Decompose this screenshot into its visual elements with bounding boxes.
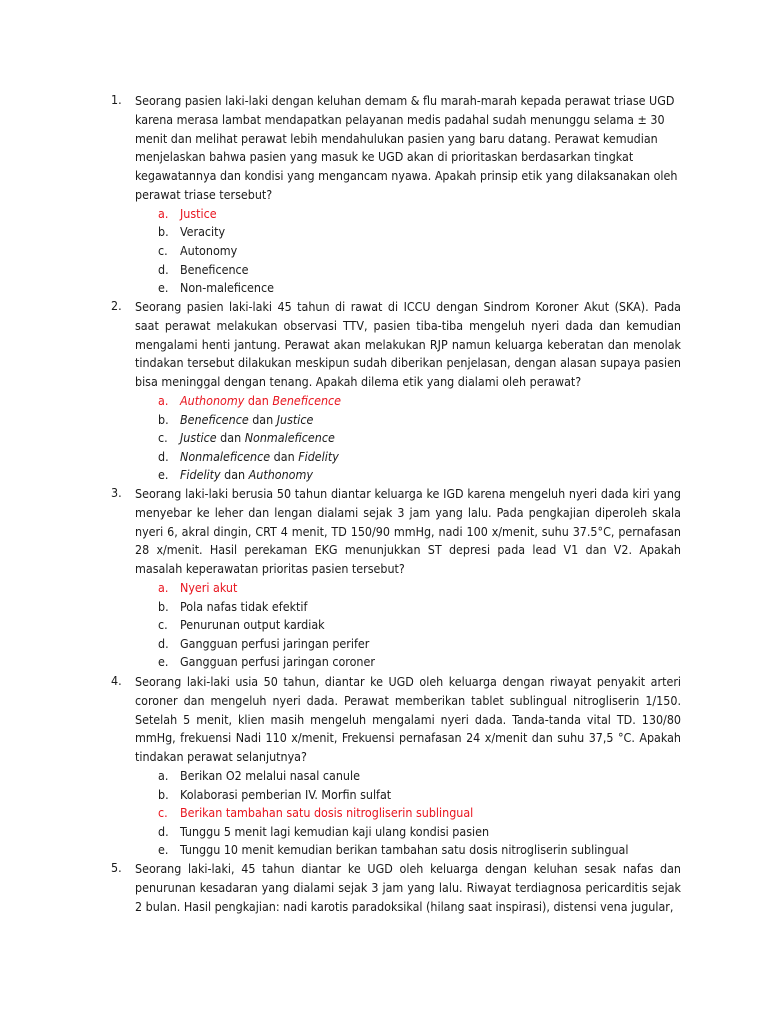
answer-option xyxy=(111,767,681,786)
question-1 xyxy=(111,92,681,298)
question-text: Seorang laki-laki, 45 tahun diantar ke UGD oleh keluarga dengan keluhan sesak nafas dan penurunan kesadaran yang dialami sejak 3 jam yang lalu. Riwayat terdiagnosa pericarditis sejak 2 bulan. Hasil pengkajian: nadi karotis paradoksikal (hilang saat inspirasi), distensi vena jugular, xyxy=(135,861,681,914)
option-term-1: Beneficence xyxy=(180,411,249,427)
answer-option-correct xyxy=(111,392,681,411)
answer-option xyxy=(111,466,681,485)
option-letter: e. xyxy=(158,654,169,670)
option-text: Berikan O2 melalui nasal canule xyxy=(180,767,360,783)
answer-options xyxy=(111,579,681,672)
answer-option xyxy=(111,786,681,805)
answer-option-correct xyxy=(111,579,681,598)
option-letter: d. xyxy=(158,635,169,651)
option-text: Penurunan output kardiak xyxy=(180,617,325,633)
option-letter: e. xyxy=(158,280,169,296)
question-number: 5. xyxy=(111,860,122,875)
question-4 xyxy=(111,673,681,860)
answer-option-correct xyxy=(111,205,681,224)
option-text: Beneficence xyxy=(180,261,249,277)
question-text: Seorang laki-laki berusia 50 tahun diantar keluarga ke IGD karena mengeluh nyeri dada kiri yang menyebar ke leher dan lengan dialami sejak 3 jam yang lalu. Pada pengkajian diperoleh skala nyeri 6, akral dingin, CRT 4 menit, TD 150/90 mmHg, nadi 100 x/menit, suhu 37.5°C, pernafasan 28 x/menit. Hasil perekaman EKG menunjukkan ST depresi pada lead V1 dan V2. Apakah masalah keperawatan prioritas pasien tersebut? xyxy=(135,486,681,577)
answer-option xyxy=(111,616,681,635)
option-letter: a. xyxy=(158,392,169,408)
option-connector: dan xyxy=(216,430,245,446)
answer-option xyxy=(111,598,681,617)
answer-option xyxy=(111,223,681,242)
question-2 xyxy=(111,298,681,485)
option-term-1: Fidelity xyxy=(180,467,221,483)
option-letter: e. xyxy=(158,467,169,483)
answer-option xyxy=(111,635,681,654)
answer-options xyxy=(111,392,681,485)
answer-option xyxy=(111,448,681,467)
option-letter: a. xyxy=(158,579,169,595)
option-text: Nyeri akut xyxy=(180,579,238,595)
option-term-1: Nonmaleficence xyxy=(180,448,271,464)
option-connector: dan xyxy=(248,411,277,427)
option-letter: b. xyxy=(158,224,169,240)
option-text: Pola nafas tidak efektif xyxy=(180,598,308,614)
option-term-2: Nonmaleficence xyxy=(244,430,335,446)
answer-option xyxy=(111,429,681,448)
option-connector: dan xyxy=(220,467,249,483)
option-letter: d. xyxy=(158,448,169,464)
option-letter: b. xyxy=(158,411,169,427)
option-letter: d. xyxy=(158,823,169,839)
answer-option xyxy=(111,653,681,672)
option-text: Gangguan perfusi jaringan perifer xyxy=(180,635,370,651)
answer-option xyxy=(111,411,681,430)
answer-option xyxy=(111,261,681,280)
option-text: Kolaborasi pemberian IV. Morfin sulfat xyxy=(180,786,392,802)
option-letter: c. xyxy=(158,617,168,633)
option-letter: a. xyxy=(158,767,169,783)
question-text: Seorang pasien laki-laki dengan keluhan demam & flu marah-marah kepada perawat triase UGD karena merasa lambat mendapatkan pelayanan medis padahal sudah menunggu selama ± 30 menit dan melihat perawat lebih mendahulukan pasien yang baru datang. Perawat kemudian menjelaskan bahwa pasien yang masuk ke UGD akan di prioritaskan berdasarkan tingkat kegawatannya dan kondisi yang mengancam nyawa. Apakah prinsip etik yang dilaksanakan oleh perawat triase tersebut? xyxy=(135,93,678,202)
option-term-1: Justice xyxy=(180,430,217,446)
option-connector: dan xyxy=(270,448,299,464)
option-term-1: Authonomy xyxy=(180,392,245,408)
option-letter: b. xyxy=(158,598,169,614)
option-text: Autonomy xyxy=(180,242,238,258)
question-number: 1. xyxy=(111,92,122,107)
option-text: Justice xyxy=(180,205,217,221)
option-text: Berikan tambahan satu dosis nitrogliserin sublingual xyxy=(180,805,474,821)
answer-option xyxy=(111,823,681,842)
answer-options xyxy=(111,205,681,298)
option-text: Tunggu 5 menit lagi kemudian kaji ulang kondisi pasien xyxy=(180,823,490,839)
question-number: 3. xyxy=(111,485,122,500)
option-term-2: Beneficence xyxy=(272,392,342,408)
option-term-2: Authonomy xyxy=(248,467,313,483)
answer-option-correct xyxy=(111,804,681,823)
answer-option xyxy=(111,841,681,860)
question-number: 2. xyxy=(111,298,122,313)
option-connector: dan xyxy=(244,392,273,408)
question-number: 4. xyxy=(111,673,122,688)
option-letter: e. xyxy=(158,842,169,858)
option-text: Veracity xyxy=(180,224,226,240)
question-text: Seorang laki-laki usia 50 tahun, diantar ke UGD oleh keluarga dengan riwayat penyakit arteri coroner dan mengeluh nyeri dada. Perawat memberikan tablet sublingual nitrogliserin 1/150. Setelah 5 menit, klien masih mengeluh mengalami nyeri dada. Tanda-tanda vital TD. 130/80 mmHg, frekuensi Nadi 110 x/menit, Frekuensi pernafasan 24 x/menit dan suhu 37,5 °C. Apakah tindakan perawat selanjutnya? xyxy=(135,674,681,765)
option-letter: c. xyxy=(158,242,168,258)
option-text: Gangguan perfusi jaringan coroner xyxy=(180,654,375,670)
option-letter: d. xyxy=(158,261,169,277)
answer-options xyxy=(111,767,681,860)
question-3 xyxy=(111,485,681,672)
option-text: Non-maleficence xyxy=(180,280,274,296)
question-5 xyxy=(111,860,681,916)
option-term-2: Justice xyxy=(276,411,314,427)
option-letter: c. xyxy=(158,430,168,446)
option-letter: b. xyxy=(158,786,169,802)
answer-option xyxy=(111,242,681,261)
option-text: Tunggu 10 menit kemudian berikan tambahan satu dosis nitrogliserin sublingual xyxy=(180,842,629,858)
answer-option xyxy=(111,279,681,298)
option-letter: a. xyxy=(158,205,169,221)
option-term-2: Fidelity xyxy=(298,448,339,464)
option-letter: c. xyxy=(158,805,168,821)
question-text: Seorang pasien laki-laki 45 tahun di rawat di ICCU dengan Sindrom Koroner Akut (SKA). Pada saat perawat melakukan observasi TTV, pasien tiba-tiba mengeluh nyeri dada dan kemudian mengalami henti jantung. Perawat akan melakukan RJP namun keluarga keberatan dan menolak tindakan tersebut dilakukan meskipun sudah diberikan penjelasan, dengan alasan supaya pasien bisa meninggal dengan tenang. Apakah dilema etik yang dialami oleh perawat? xyxy=(135,299,681,390)
